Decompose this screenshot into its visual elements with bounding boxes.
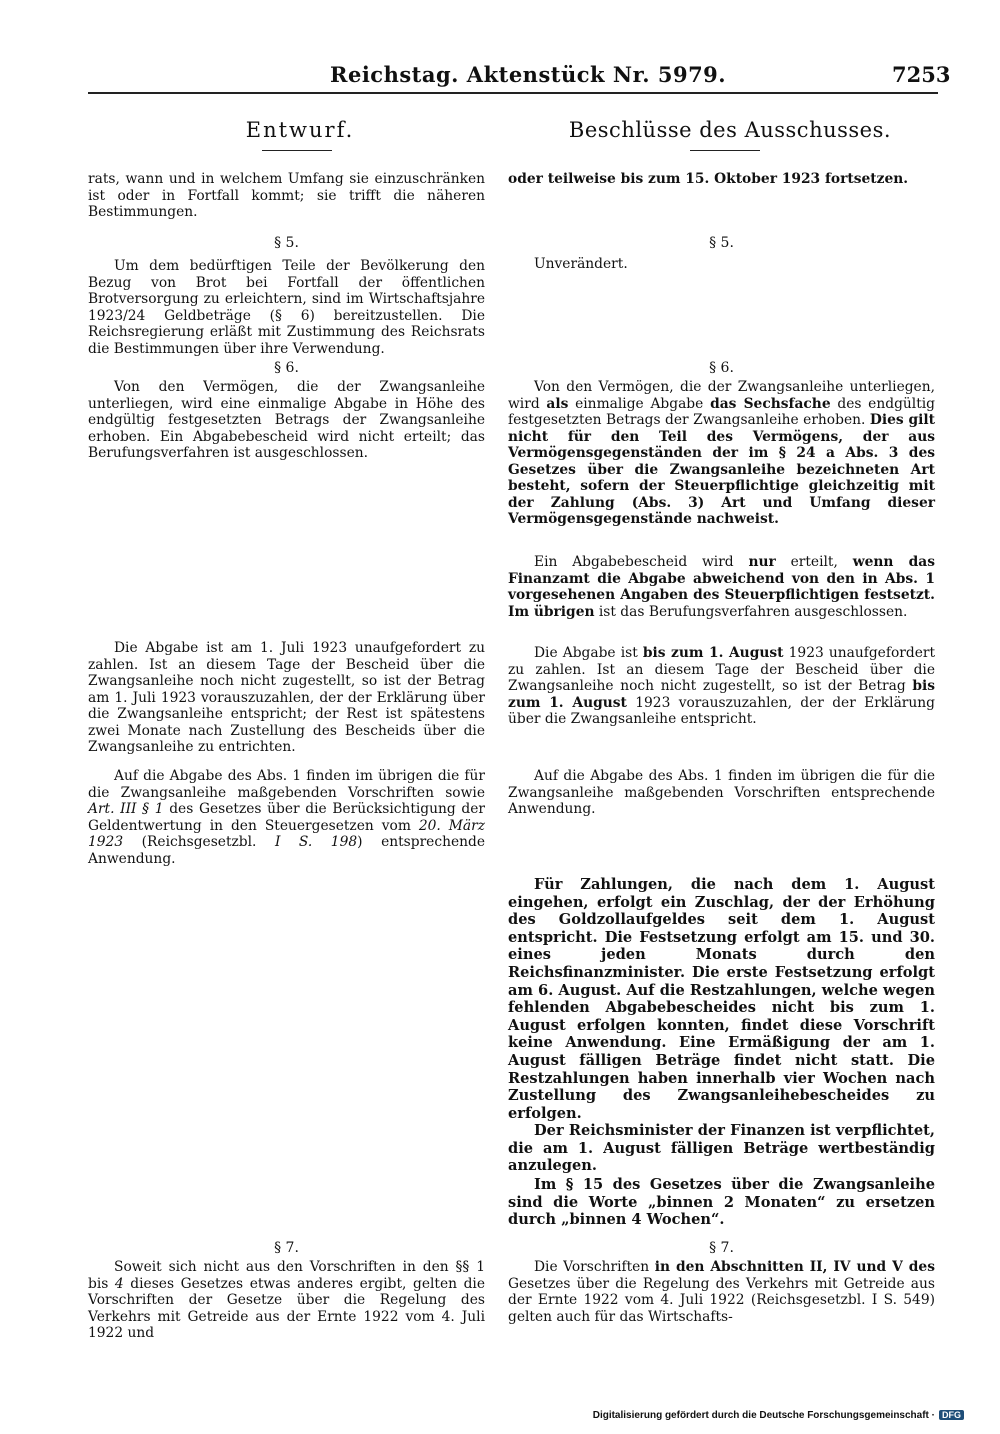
left-section-5-paragraph: Um dem bedürftigen Teile der Bevölkerung den Bezug von Brot bei Fortfall der öffentlichen Brotversorgung zu erleichtern, sind im Wirtschaftsjahre 1923/24 Geldbeträge (§ 6) bereitzustellen. Die Reichsregierung erläßt mit Zustimmung des Reichsrats die Bestimmungen über ihre Verwendung. — [88, 258, 485, 357]
left-section-6-paragraph-3: Auf die Abgabe des Abs. 1 finden im übrigen die für die Zwangsanleihe maßgebenden Vorschriften sowie Art. III § 1 des Gesetzes über die Berücksichtigung der Geldentwertung in den Steuergesetzen vom 20. März 1923 (Reichsgesetzbl. I S. 198) entsprechende Anwendung. — [88, 768, 486, 867]
right-section-6-paragraph-3: Die Abgabe ist bis zum 1. August 1923 unaufgefordert zu zahlen. Ist an diesem Tage der Bescheid über die Zwangsanleihe noch nicht zugestellt, so ist der Betrag bis zum 1. August 1923 vorauszuzahlen, der der Erklärung über die Zwangsanleihe entspricht. — [508, 645, 935, 727]
left-section-7-paragraph: Soweit sich nicht aus den Vorschriften in den §§ 1 bis 4 dieses Gesetzes etwas anderes ergibt, gelten die Vorschriften der Gesetze über die Regelung des Verkehrs mit Getreide aus der Ernte 1922 vom 4. Juli 1922 und — [88, 1259, 485, 1341]
right-section-6-paragraph-7: Im § 15 des Gesetzes über die Zwangsanleihe sind die Worte „binnen 2 Monaten“ zu ersetzen durch „binnen 4 Wochen“. — [508, 1176, 935, 1229]
right-section-6: § 6. — [709, 360, 734, 376]
right-continuation-paragraph: oder teilweise bis zum 15. Oktober 1923 fortsetzen. — [508, 171, 909, 187]
right-section-6-paragraph-4: Auf die Abgabe des Abs. 1 finden im übrigen die für die Zwangsanleihe maßgebenden Vorschriften entsprechende Anwendung. — [508, 768, 935, 817]
running-header-title: Reichstag. Aktenstück Nr. 5979. — [330, 62, 727, 87]
page-number: 7253 — [892, 62, 951, 87]
left-section-6: § 6. — [274, 360, 299, 376]
digitization-credit — [593, 1410, 964, 1421]
left-section-6-paragraph-1: Von den Vermögen, die der Zwangsanleihe unterliegen, wird eine einmalige Abgabe in Höhe des endgültig festgesetzten Betrags der Zwangsanleihe erhoben. Ein Abgabebescheid wird nicht erteilt; das Berufungsverfahren ist ausgeschlossen. — [88, 379, 485, 461]
left-section-5: § 5. — [274, 235, 299, 251]
digitization-credit-text: Digitalisierung gefördert durch die Deutsche Forschungsgemeinschaft · — [592, 1410, 935, 1421]
header-rule — [88, 92, 938, 94]
right-section-6-paragraph-6: Der Reichsminister der Finanzen ist verpflichtet, die am 1. August fälligen Beträge wertbeständig anzulegen. — [508, 1122, 935, 1175]
right-section-7: § 7. — [709, 1240, 734, 1256]
left-section-7: § 7. — [274, 1240, 299, 1256]
right-section-5: § 5. — [709, 235, 734, 251]
dfg-logo: DFG — [939, 1410, 964, 1420]
right-section-7-paragraph: Die Vorschriften in den Abschnitten II, IV und V des Gesetzes über die Regelung des Verkehrs mit Getreide aus der Ernte 1922 vom 4. Juli 1922 (Reichsgesetzbl. I S. 549) gelten auch für das Wirtschafts- — [508, 1259, 935, 1325]
left-column-heading: Entwurf. — [245, 118, 355, 142]
right-heading-rule — [690, 150, 760, 151]
right-section-5-paragraph: Unverändert. — [534, 256, 628, 272]
right-section-6-paragraph-1: Von den Vermögen, die der Zwangsanleihe unterliegen, wird als einmalige Abgabe das Sechsfache des endgültig festgesetzten Betrags der Zwangsanleihe erhoben. Dies gilt nicht für den Teil des Vermögens, der aus Vermögensgegenständen der im § 24 a Abs. 3 des Gesetzes über die Zwangsanleihe bezeichneten Art besteht, sofern der Steuerpflichtige gleichzeitig mit der Zahlung (Abs. 3) Art und Umfang dieser Vermögensgegenstände nachweist. — [508, 379, 935, 527]
left-heading-rule — [262, 150, 332, 151]
right-column-heading: Beschlüsse des Ausschusses. — [568, 118, 892, 142]
right-section-6-paragraph-2: Ein Abgabebescheid wird nur erteilt, wenn das Finanzamt die Abgabe abweichend von den in Abs. 1 vorgesehenen Angaben des Steuerpflichtigen festsetzt. Im übrigen ist das Berufungsverfahren ausgeschlossen. — [508, 554, 936, 620]
right-section-6-paragraph-5: Für Zahlungen, die nach dem 1. August eingehen, erfolgt ein Zuschlag, der der Erhöhung des Goldzollaufgeldes seit dem 1. August entspricht. Die Festsetzung erfolgt am 15. und 30. eines jeden Monats durch den Reichsfinanzminister. Die erste Festsetzung erfolgt am 6. August. Auf die Restzahlungen, welche wegen fehlenden Abgabebescheides nicht bis zum 1. August erfolgen konnten, findet diese Vorschrift keine Anwendung. Eine Ermäßigung der am 1. August fälligen Beträge findet nicht statt. Die Restzahlungen haben innerhalb vier Wochen nach Zustellung des Zwangsanleihebescheides zu erfolgen. — [508, 876, 935, 1122]
left-section-6-paragraph-2: Die Abgabe ist am 1. Juli 1923 unaufgefordert zu zahlen. Ist an diesem Tage der Bescheid über die Zwangsanleihe noch nicht zugestellt, so ist der Betrag am 1. Juli 1923 vorauszuzahlen, der der Erklärung über die Zwangsanleihe entspricht; der Rest ist spätestens zwei Monate nach Zustellung des Bescheids über die Zwangsanleihe zu entrichten. — [88, 640, 485, 755]
left-continuation-paragraph: rats, wann und in welchem Umfang sie einzuschränken ist oder in Fortfall kommt; sie trifft die näheren Bestimmungen. — [88, 171, 485, 220]
